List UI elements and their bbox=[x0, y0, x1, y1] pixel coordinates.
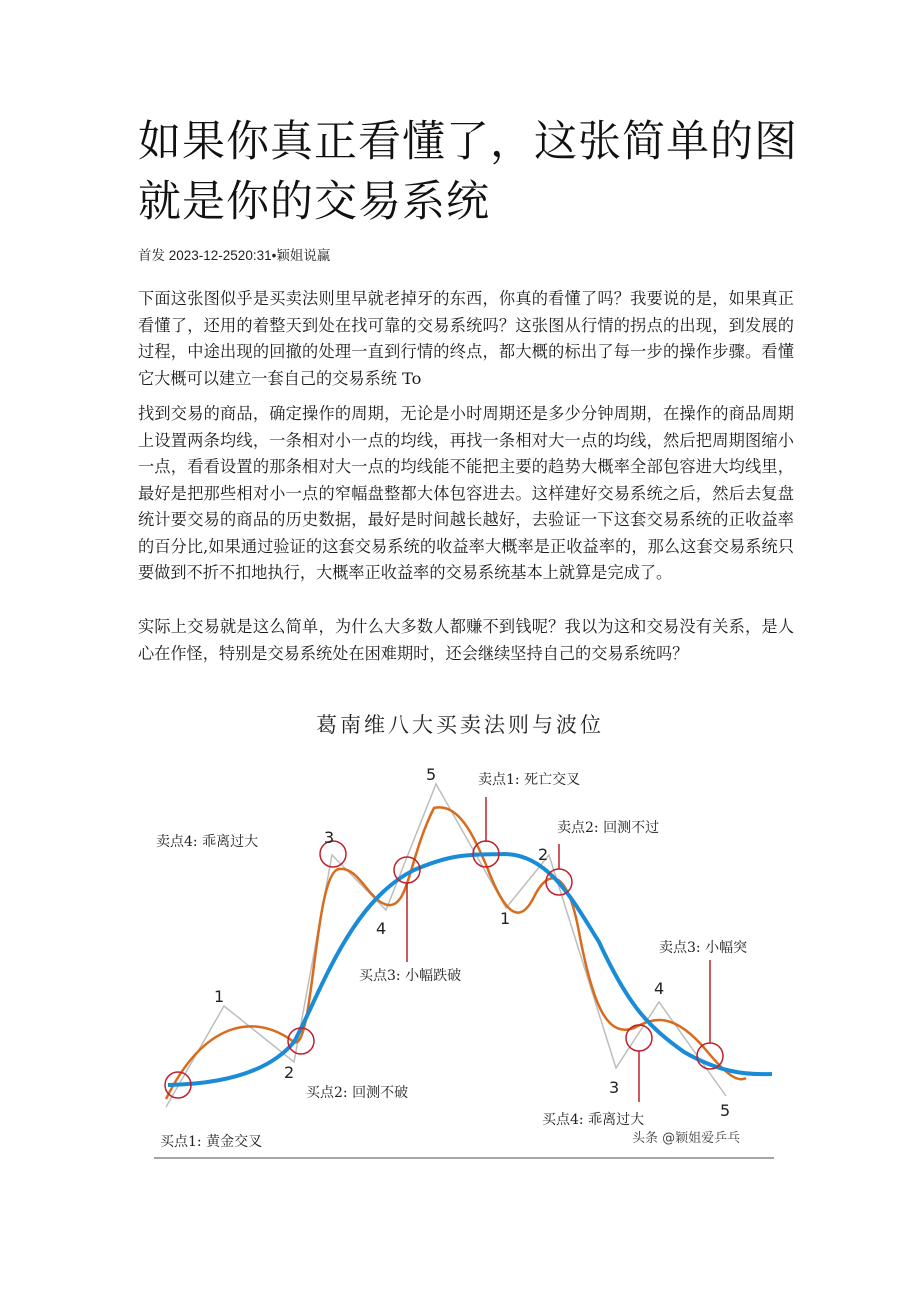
article-title: 如果你真正看懂了，这张简单的图就是你的交易系统 bbox=[138, 117, 798, 227]
paragraph-method: 找到交易的商品，确定操作的周期，无论是小时周期还是多少分钟周期，在操作的商品周期上设置两条均线，一条相对小一点的均线，再找一条相对大一点的均线，然后把周期图缩小一点，看看设置的那条相对大一点的均线能不能把主要的趋势大概率全部包容进大均线里，最好是把那些相对小一点的窄幅盘整都大体包容进去。这样建好交易系统之后，然后去复盘统计要交易的商品的历史数据，最好是时间越长越好，去验证一下这套交易系统的正收益率的百分比,如果通过验证的这套交易系统的收益率大概率是正收益率的，那么这套交易系统只要做到不折不扣地执行，大概率正收益率的交易系统基本上就算是完成了。 bbox=[138, 404, 794, 582]
wave-num: 4 bbox=[654, 979, 665, 998]
long-ma-line bbox=[168, 854, 772, 1085]
wave-num: 1 bbox=[500, 909, 511, 928]
label-sell4: 卖点4: 乖离过大 bbox=[156, 834, 259, 850]
label-sell1: 卖点1: 死亡交叉 bbox=[478, 772, 581, 788]
granville-figure bbox=[154, 762, 774, 1162]
label-buy3: 买点3: 小幅跌破 bbox=[359, 968, 462, 984]
article-meta: 首发 2023-12-2520:31•颖姐说赢 bbox=[138, 248, 331, 263]
label-buy1: 买点1: 黄金交叉 bbox=[160, 1134, 263, 1150]
wave-num: 2 bbox=[538, 845, 549, 864]
watermark: 头条 @颖姐爱乒乓 bbox=[632, 1131, 741, 1146]
wave-num: 5 bbox=[426, 765, 437, 784]
label-sell3: 卖点3: 小幅突 bbox=[659, 940, 748, 956]
figure-title: 葛南维八大买卖法则与波位 bbox=[316, 713, 604, 737]
wave-num: 2 bbox=[284, 1063, 295, 1082]
granville-diagram bbox=[154, 762, 774, 1162]
wave-num: 5 bbox=[720, 1101, 731, 1120]
circle-buy4 bbox=[626, 1025, 652, 1051]
wave-num: 3 bbox=[324, 828, 335, 847]
label-buy4: 买点4: 乖离过大 bbox=[542, 1112, 645, 1128]
wave-num: 4 bbox=[376, 919, 387, 938]
wave-num: 3 bbox=[609, 1078, 620, 1097]
paragraph-conclusion: 实际上交易就是这么简单，为什么大多数人都赚不到钱呢？我以为这和交易没有关系，是人心在作怪，特别是交易系统处在困难期时，还会继续坚持自己的交易系统吗？ bbox=[138, 617, 794, 663]
label-buy2: 买点2: 回测不破 bbox=[306, 1085, 409, 1101]
label-sell2: 卖点2: 回测不过 bbox=[557, 820, 660, 836]
paragraph-intro: 下面这张图似乎是买卖法则里早就老掉牙的东西，你真的看懂了吗？我要说的是，如果真正看懂了，还用的着整天到处在找可靠的交易系统吗？这张图从行情的拐点的出现，到发展的过程，中途出现的回撤的处理一直到行情的终点，都大概的标出了每一步的操作步骤。看懂它大概可以建立一套自己的交易系统 To bbox=[138, 289, 794, 388]
wave-num: 1 bbox=[214, 987, 225, 1006]
